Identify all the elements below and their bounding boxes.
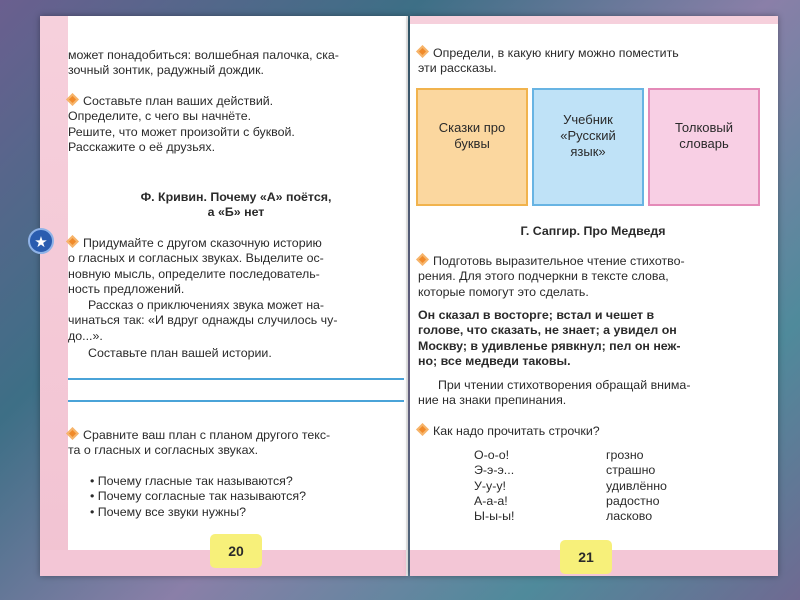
sound-line: У-у-у! — [474, 478, 506, 493]
task-diamond-icon — [66, 93, 79, 106]
book-card-textbook[interactable]: Учебник «Русский язык» — [532, 88, 644, 206]
task-plan-block — [68, 94, 404, 155]
task-lines-text: Как надо прочитать строчки? — [433, 424, 600, 438]
task-story-block — [68, 236, 404, 297]
task-diamond-icon — [416, 45, 429, 58]
page-number-left: 20 — [210, 534, 262, 568]
task-diamond-icon — [66, 235, 79, 248]
task-book-text: Определи, в какую книгу можно поместить эти рассказы. — [418, 46, 679, 76]
question-item: • Почему гласные так называются? — [90, 474, 293, 488]
adverb-item: ласково — [606, 509, 653, 524]
task-diamond-icon — [66, 427, 79, 440]
punctuation-note: При чтении стихотворения обращай внима- ние на знаки препинания. — [418, 378, 691, 408]
task-read-text: Подготовь выразительное чтение стихотво- рения. Для этого подчеркни в тексте слова, которые помогут это сделать. — [418, 254, 685, 299]
adverb-item: радостно — [606, 493, 660, 508]
sound-line: Ы-ы-ы! — [474, 509, 515, 524]
question-item: • Почему согласные так называются? — [90, 489, 306, 504]
task-book-block — [418, 46, 768, 77]
task-diamond-icon — [416, 253, 429, 266]
right-page-top-band — [410, 16, 778, 24]
adverb-item: удивлённо — [606, 478, 667, 493]
sound-line: А-а-а! — [474, 493, 508, 508]
adverb-item: грозно — [606, 448, 644, 462]
task-read-block — [418, 254, 768, 300]
task-lines-block — [418, 424, 768, 439]
book-card-fairy-tales[interactable]: Сказки про буквы — [416, 88, 528, 206]
star-icon: ★ — [28, 228, 54, 254]
poem-title: Г. Сапгир. Про Медведя — [520, 224, 666, 238]
sound-lines-column — [474, 448, 584, 524]
task-compare-text: Сравните ваш план с планом другого текс- та о гласных и согласных звуках. — [68, 428, 331, 458]
story-plan-text: Составьте план вашей истории. — [88, 346, 272, 360]
story-title: Ф. Кривин. Почему «А» поётся, а «Б» нет — [140, 190, 332, 220]
task-story-text: Придумайте с другом сказочную историю о гласных и согласных звуках. Выделите ос- новную мысль, определите последователь- ность предложений. — [68, 236, 324, 296]
poem-verse: Он сказал в восторге; встал и чешет в голове, что сказать, не знает; а увидел он Москву; в удивленье рявкнул; пел он неж- но; все медведи таковы. — [418, 308, 681, 368]
task-compare-block — [68, 428, 404, 459]
page-number-right: 21 — [560, 540, 612, 574]
writing-line — [68, 378, 404, 380]
intro-text: может понадобиться: волшебная палочка, ска- зочный зонтик, радужный дождик. — [68, 48, 339, 78]
task-plan-text: Составьте план ваших действий. Определите, с чего вы начнёте. Решите, что может произойти с буквой. Расскажите о её друзьях. — [68, 94, 295, 154]
question-list — [90, 474, 400, 520]
adverb-item: страшно — [606, 463, 656, 478]
question-item: • Почему все звуки нужны? — [90, 504, 246, 519]
book-card-dictionary[interactable]: Толковый словарь — [648, 88, 760, 206]
sound-line: Э-э-э... — [474, 463, 515, 478]
adverbs-column — [606, 448, 726, 524]
writing-line — [68, 400, 404, 402]
sound-line: О-о-о! — [474, 448, 510, 462]
task-diamond-icon — [416, 423, 429, 436]
story-start-text: Рассказ о приключениях звука может на- чинаться так: «И вдруг однажды случилось чу- до...». — [68, 298, 338, 343]
left-page-margin-band — [40, 16, 68, 576]
